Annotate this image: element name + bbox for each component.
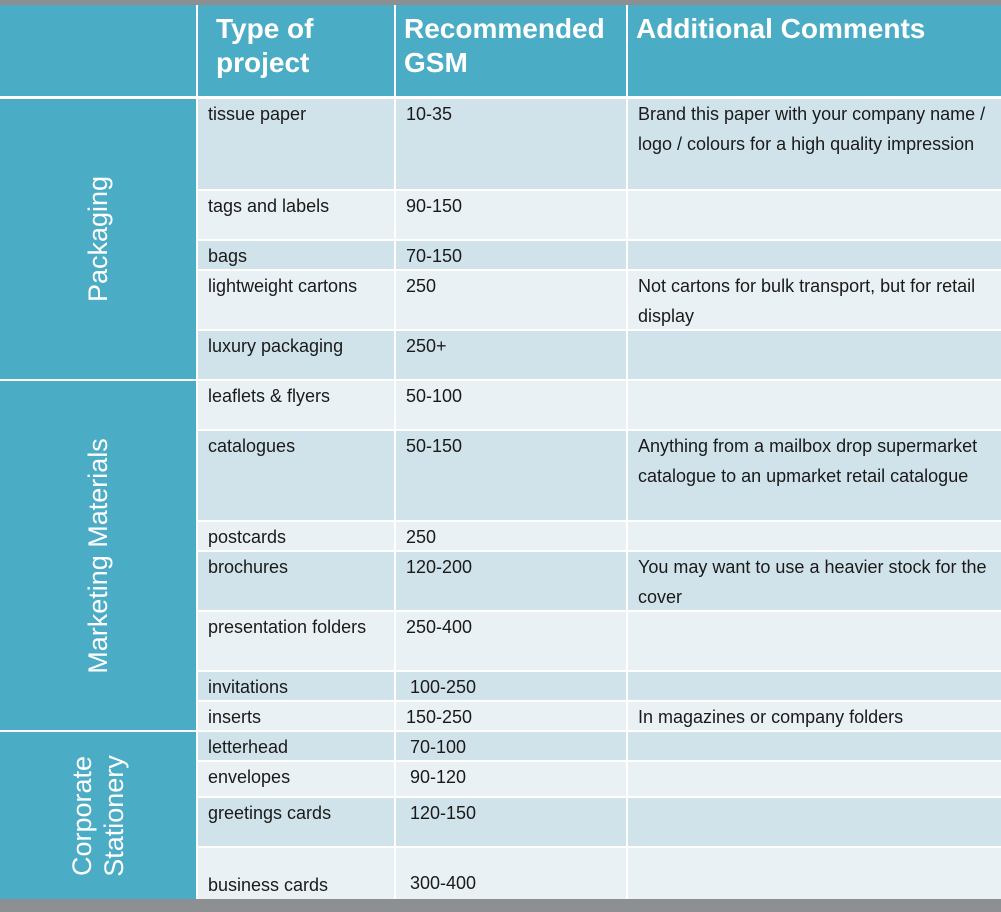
table-row-9-gsm: 250-400 (396, 612, 626, 670)
table-row-4-comment (628, 331, 1001, 379)
table-row-6-comment: Anything from a mailbox drop supermarket catalogue to an upmarket retail catalogue (628, 431, 1001, 520)
table-row-15-type: business cards (198, 848, 394, 899)
header-type-of-project-text: Type of project (216, 13, 314, 78)
table-row-3-type: lightweight cartons (198, 271, 394, 329)
table-row-11-type: inserts (198, 702, 394, 730)
table-row-4-gsm: 250+ (396, 331, 626, 379)
table-row-14-type: greetings cards (198, 798, 394, 846)
table-row-6-gsm: 50-150 (396, 431, 626, 520)
table-row-5-comment (628, 381, 1001, 429)
table-row-12-type: letterhead (198, 732, 394, 760)
header-type-of-project (198, 5, 394, 96)
table-row-15-comment (628, 848, 1001, 899)
table-row-7-type: postcards (198, 522, 394, 550)
table-row-1-comment (628, 191, 1001, 239)
header-additional-comments (628, 5, 1001, 96)
table-row-11-comment: In magazines or company folders (628, 702, 1001, 730)
group-marketing-materials (0, 381, 196, 730)
table-row-0-comment: Brand this paper with your company name / logo / colours for a high quality impression (628, 99, 1001, 189)
table-row-13-comment (628, 762, 1001, 796)
table-row-8-gsm: 120-200 (396, 552, 626, 610)
table-row-7-gsm: 250 (396, 522, 626, 550)
table-row-2-type: bags (198, 241, 394, 269)
table-row-13-type: envelopes (198, 762, 394, 796)
group-corporate-stationery-label: Corporate Stationery (67, 754, 129, 877)
table-row-8-type: brochures (198, 552, 394, 610)
table-row-3-comment: Not cartons for bulk transport, but for retail display (628, 271, 1001, 329)
table-row-1-gsm: 90-150 (396, 191, 626, 239)
table-row-6-type: catalogues (198, 431, 394, 520)
header-recommended-gsm-text: Recommended GSM (404, 13, 605, 78)
group-packaging-label: Packaging (83, 175, 113, 303)
table-row-5-gsm: 50-100 (396, 381, 626, 429)
table-row-14-comment (628, 798, 1001, 846)
table-row-2-comment (628, 241, 1001, 269)
table-row-0-type: tissue paper (198, 99, 394, 189)
table-row-5-type: leaflets & flyers (198, 381, 394, 429)
table-row-15-gsm: 300-400 (396, 848, 626, 899)
group-corporate-stationery (0, 732, 196, 899)
header-additional-comments-text: Additional Comments (636, 13, 926, 44)
table-row-14-gsm: 120-150 (396, 798, 626, 846)
table-row-4-type: luxury packaging (198, 331, 394, 379)
table-row-11-gsm: 150-250 (396, 702, 626, 730)
table-row-1-type: tags and labels (198, 191, 394, 239)
header-recommended-gsm (396, 5, 626, 96)
table-row-9-comment (628, 612, 1001, 670)
group-packaging (0, 99, 196, 379)
table-row-10-gsm: 100-250 (396, 672, 626, 700)
table-row-10-type: invitations (198, 672, 394, 700)
paper-guide-table (0, 5, 1001, 899)
table-row-8-comment: You may want to use a heavier stock for the cover (628, 552, 1001, 610)
table-row-12-gsm: 70-100 (396, 732, 626, 760)
table-row-10-comment (628, 672, 1001, 700)
table-row-3-gsm: 250 (396, 271, 626, 329)
table-row-13-gsm: 90-120 (396, 762, 626, 796)
table-row-0-gsm: 10-35 (396, 99, 626, 189)
table-row-12-comment (628, 732, 1001, 760)
table-row-9-type: presentation folders (198, 612, 394, 670)
table-row-7-comment (628, 522, 1001, 550)
header-corner-cell (0, 5, 196, 96)
group-marketing-materials-label: Marketing Materials (83, 437, 114, 674)
bottom-frame-bar (0, 899, 1001, 912)
table-row-2-gsm: 70-150 (396, 241, 626, 269)
